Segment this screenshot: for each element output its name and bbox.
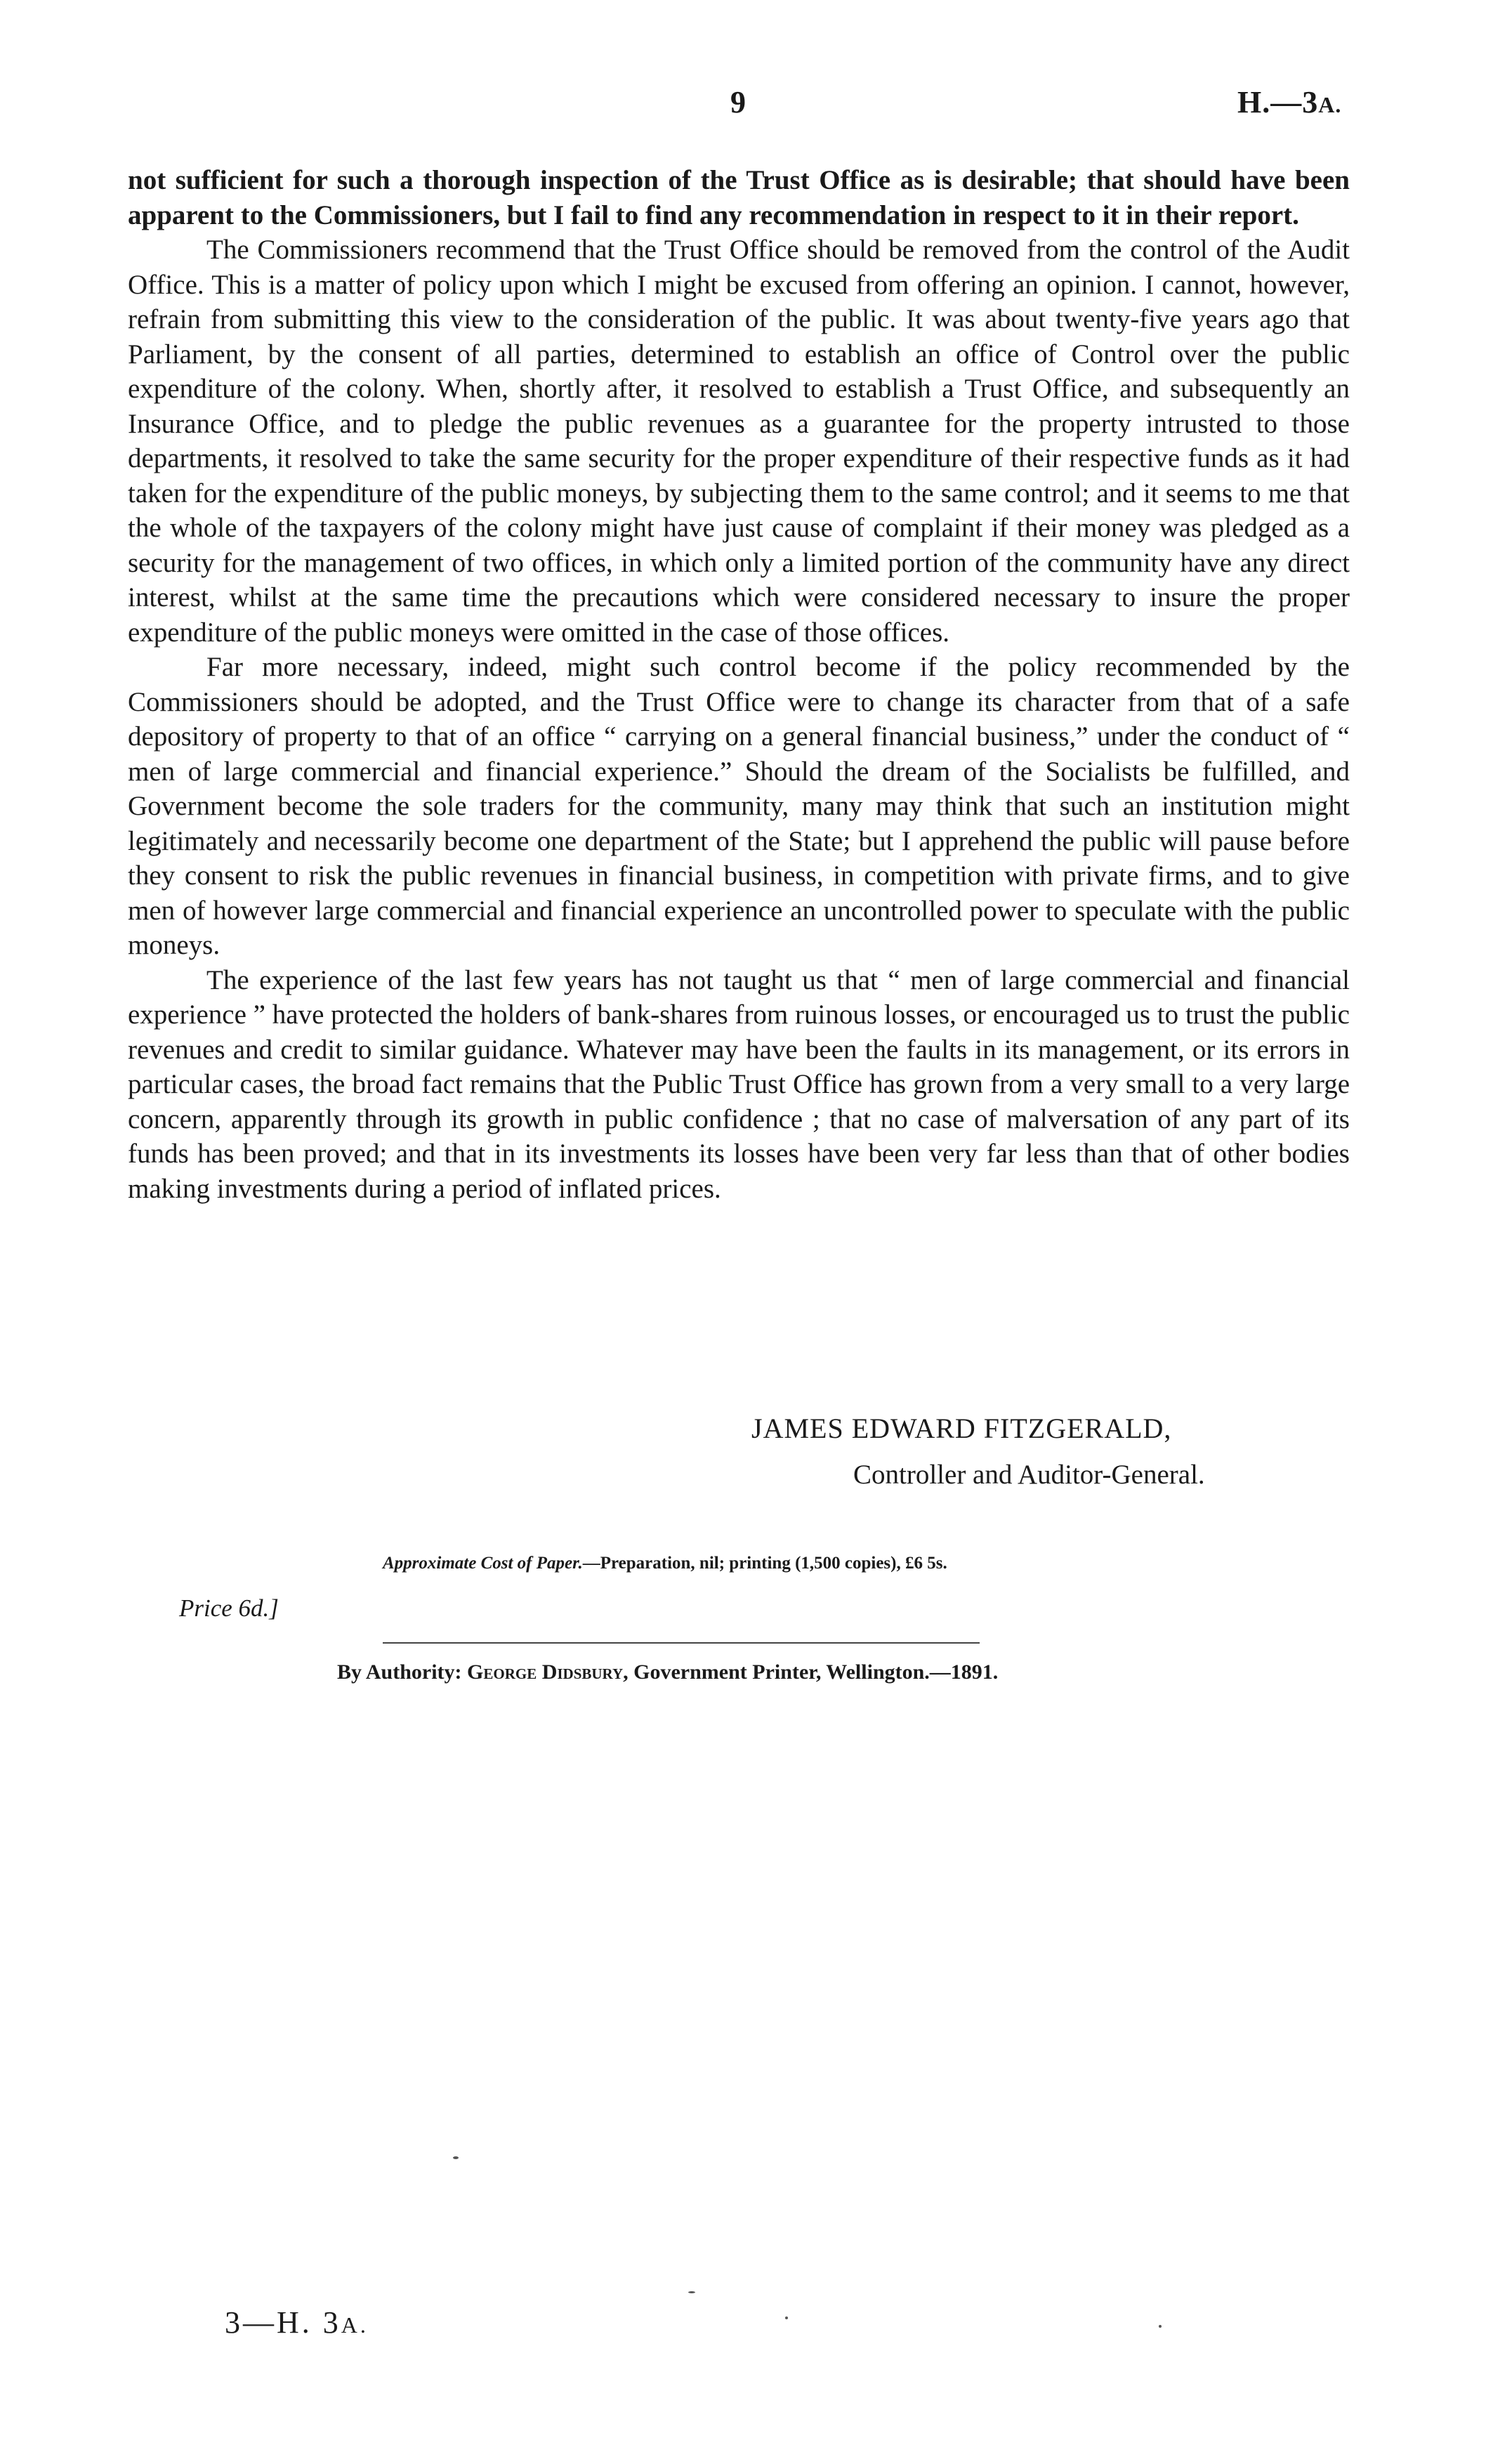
printer-signature-mark: [225, 2305, 369, 2340]
signatory-title: Controller and Auditor-General.: [853, 1460, 1205, 1490]
signatory-name: JAMES EDWARD FITZGERALD,: [751, 1413, 1172, 1444]
printer-imprint: [337, 1660, 998, 1684]
document-reference: [1237, 84, 1341, 120]
imprint-suffix: , Government Printer, Wellington.—1891.: [623, 1660, 999, 1684]
document-reference-main: H.—3: [1237, 85, 1319, 119]
cost-detail: —Preparation, nil; printing (1,500 copies), £6 5s.: [582, 1554, 947, 1573]
cost-of-paper-note: [383, 1554, 947, 1573]
paragraph-experience: The experience of the last few years has not taught us that “ men of large commercial and financial experience ” have protected the holders of bank-shares from ruinous losses, or encouraged us to trust the public revenues and credit to similar guidance. Whatever may have been the faults in its management, or its errors in particular cases, the broad fact remains that the Public Trust Office has grown from a very small to a very large concern, apparently through its growth in public confidence ; that no case of malversation of any part of its funds has been proved; and that in its investments its losses have been very far less than that of other bodies making investments during a period of inflated prices.: [128, 964, 1350, 1204]
paragraph-far-more-necessary: Far more necessary, indeed, might such control become if the policy recommended by the Commissioners should be adopted, and the Trust Office were to change its character from that of a safe depository of property to that of an office “ carrying on a general financial business,” under the conduct of “ men of large commercial and financial experience.” Should the dream of the Socialists be fulfilled, and Government become the sole traders for the community, many may think that such an institution might legitimately and necessarily become one department of the State; but I apprehend the public will pause before they consent to risk the public revenues in financial business, in competition with private firms, and to give men of however large commercial and financial experience an uncontrolled power to speculate with the public moneys.: [128, 652, 1350, 960]
imprint-prefix: By Authority:: [337, 1660, 468, 1684]
print-speck-2: [688, 2291, 695, 2293]
signature-mark-main: 3—H. 3: [225, 2305, 341, 2340]
imprint-printer: George Didsbury: [467, 1660, 624, 1684]
paragraph-commissioners-recommend: The Commissioners recommend that the Trust Office should be removed from the control of the Audit Office. This is a matter of policy upon which I might be excused from offering an opinion. I cannot, however, refrain from submitting this view to the consideration of the public. It was about twenty-five years ago that Parliament, by the consent of all parties, determined to establish an office of Control over the public expenditure of the colony. When, shortly after, it resolved to establish a Trust Office, and subsequently an Insurance Office, and to pledge the public revenues as a guarantee for the property intrusted to those departments, it resolved to take the same security for the proper expenditure of their respective funds as it had taken for the expenditure of the public moneys, by subjecting them to the same control; and it seems to me that the whole of the taxpayers of the colony might have just cause of complaint if their money was pledged as a security for the management of two offices, in which only a limited portion of the community have any direct interest, whilst at the same time the precautions which were considered necessary to insure the proper expenditure of the public moneys were omitted in the case of those offices.: [128, 235, 1350, 648]
footer-divider: [383, 1642, 980, 1644]
cost-label: Approximate Cost of Paper.: [383, 1554, 583, 1573]
page-number: 9: [730, 85, 746, 119]
body-text: [128, 163, 1350, 1206]
signature-mark-suffix: A.: [341, 2312, 369, 2338]
price-label: Price 6d.]: [179, 1594, 279, 1622]
print-speck-1: [453, 2156, 459, 2159]
document-reference-suffix: A.: [1318, 92, 1342, 117]
print-speck-3: [785, 2316, 788, 2319]
paragraph-continuation: not sufficient for such a thorough inspection of the Trust Office as is desirable; that should have been apparent to the Commissioners, but I fail to find any recommendation in respect to it in their report.: [128, 165, 1350, 230]
print-speck-4: [1159, 2325, 1162, 2328]
